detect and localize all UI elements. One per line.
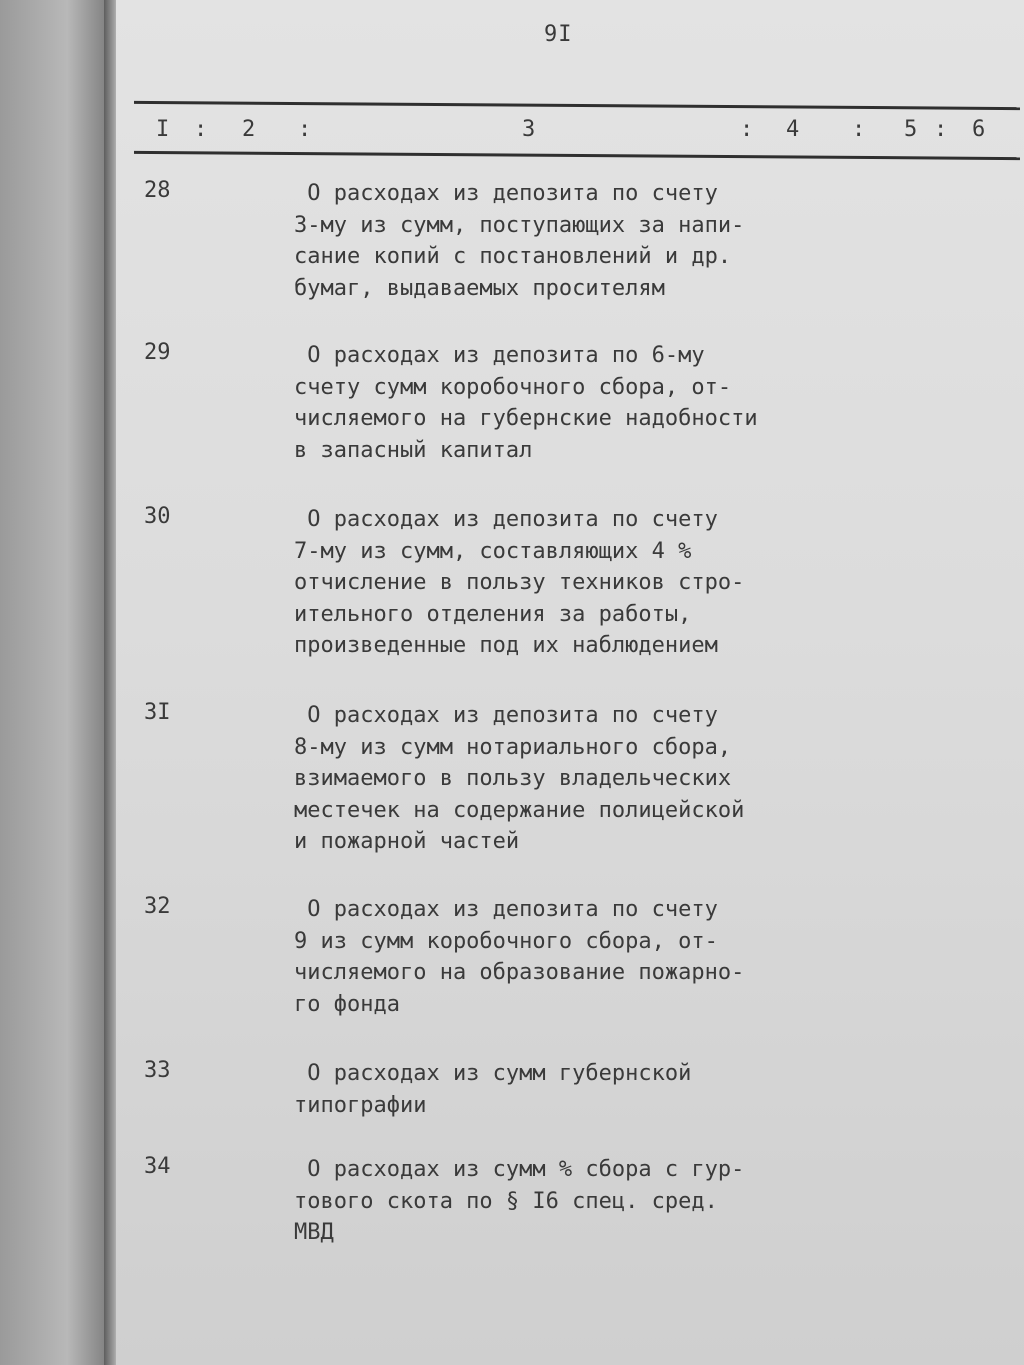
- entry-line: О расходах из депозита по счету: [294, 507, 718, 532]
- entry-line: ительного отделения за работы,: [294, 601, 692, 627]
- entry-line: О расходах из депозита по 6-му: [294, 343, 705, 368]
- entry-line: 7-му из сумм, составляющих 4 %: [294, 538, 692, 564]
- entry-text: [294, 1058, 691, 1121]
- entry-number: 29: [144, 340, 171, 365]
- column-header-3: 3: [522, 117, 536, 142]
- entry-line: произведенные под их наблюдением: [294, 633, 718, 658]
- column-header-separator: :: [298, 117, 312, 142]
- column-header-separator: :: [194, 117, 208, 142]
- entry-line: О расходах из депозита по счету: [294, 181, 718, 206]
- entry-line: числяемого на губернские надобности: [294, 406, 758, 431]
- column-header-2: 2: [242, 117, 256, 142]
- entry-line: в запасный капитал: [294, 437, 533, 463]
- entry-line: тового скота по § I6 спец. сред.: [294, 1188, 718, 1214]
- entry-line: типографии: [294, 1092, 427, 1118]
- entry-line: отчисление в пользу техников стро-: [294, 570, 745, 595]
- entry-number: 32: [144, 894, 171, 919]
- entry-line: го фонда: [294, 991, 400, 1017]
- entry-text: [294, 894, 744, 1020]
- entry-text: [294, 1154, 744, 1249]
- entry-line: местечек на содержание полицейской: [294, 797, 745, 823]
- entry-text: [294, 178, 744, 304]
- entry-line: О расходах из сумм % сбора с гур-: [294, 1157, 745, 1182]
- entry-text: [294, 700, 744, 858]
- header-top-rule: [134, 101, 1020, 110]
- column-header-5: 5: [904, 117, 918, 142]
- entry-line: О расходах из депозита по счету: [294, 703, 718, 728]
- column-header-row: [116, 117, 1024, 147]
- entry-number: 33: [144, 1058, 171, 1083]
- entry-text: [294, 340, 758, 466]
- column-header-6: 6: [972, 117, 986, 142]
- left-page-edge: [0, 0, 112, 1365]
- document-page: [116, 0, 1024, 1365]
- header-bottom-rule: [134, 151, 1020, 160]
- entry-line: бумаг, выдаваемых просителям: [294, 275, 665, 301]
- entry-line: 8-му из сумм нотариального сбора,: [294, 734, 732, 760]
- entry-line: сание копий с постановлений и др.: [294, 244, 732, 269]
- entry-text: [294, 504, 744, 662]
- entry-line: счету сумм коробочного сбора, от-: [294, 374, 732, 400]
- entry-number: 3I: [144, 700, 171, 725]
- column-header-4: 4: [786, 117, 800, 142]
- column-header-1: I: [156, 117, 170, 142]
- entry-number: 30: [144, 504, 171, 529]
- entry-line: и пожарной частей: [294, 829, 520, 854]
- entry-line: числяемого на образование пожарно-: [294, 960, 745, 985]
- entry-number: 28: [144, 178, 171, 203]
- entry-line: 3-му из сумм, поступающих за напи-: [294, 212, 745, 238]
- column-header-separator: :: [934, 117, 948, 142]
- column-header-separator: :: [852, 117, 866, 142]
- entry-line: О расходах из депозита по счету: [294, 897, 718, 922]
- entry-line: 9 из сумм коробочного сбора, от-: [294, 928, 718, 954]
- entry-line: О расходах из сумм губернской: [294, 1061, 692, 1086]
- entry-number: 34: [144, 1154, 171, 1179]
- page-number: 9I: [544, 22, 573, 47]
- column-header-separator: :: [740, 117, 754, 142]
- entry-line: взимаемого в пользу владельческих: [294, 766, 732, 791]
- entry-line: МВД: [294, 1220, 334, 1245]
